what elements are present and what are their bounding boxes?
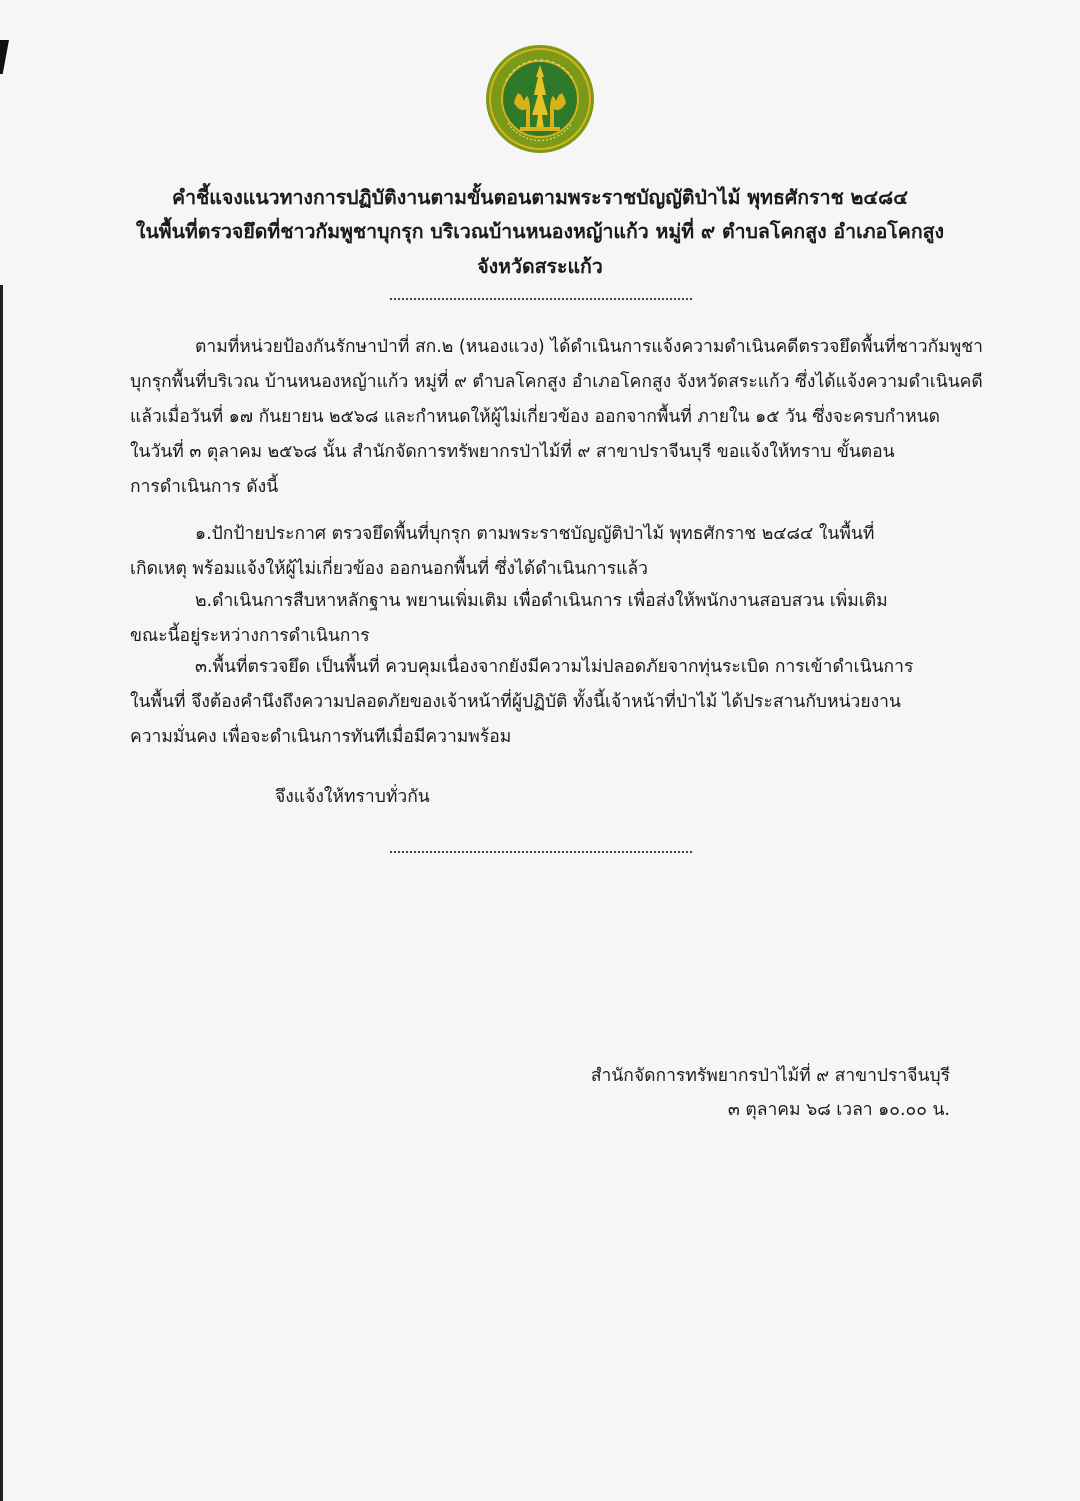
item-line: ในพื้นที่ จึงต้องคำนึงถึงความปลอดภัยของเจ้าหน้าที่ผู้ปฏิบัติ ทั้งนี้เจ้าหน้าที่ป่าไม้ ได้ประสานกับหน่วยงาน [130, 692, 901, 712]
item-line: ๓.พื้นที่ตรวจยึด เป็นพื้นที่ ควบคุมเนื่องจากยังมีความไม่ปลอดภัยจากทุ่นระเบิด การเข้าดำเนินการ [195, 657, 914, 677]
item-line: ขณะนี้อยู่ระหว่างการดำเนินการ [130, 626, 370, 646]
royal-forest-department-seal [484, 43, 596, 155]
intro-line: แล้วเมื่อวันที่ ๑๗ กันยายน ๒๕๖๘ และกำหนดให้ผู้ไม่เกี่ยวข้อง ออกจากพื้นที่ ภายใน ๑๕ วัน ซึ่งจะครบกำหนด [130, 407, 940, 427]
intro-line: บุกรุกพื้นที่บริเวณ บ้านหนองหญ้าแก้ว หมู่ที่ ๙ ตำบลโคกสูง อำเภอโคกสูง จังหวัดสระแก้ว ซึ่งได้แจ้งความดำเนินคดี [130, 372, 983, 392]
item-2 [130, 584, 950, 654]
intro-line: ตามที่หน่วยป้องกันรักษาป่าที่ สก.๒ (หนองแวง) ได้ดำเนินการแจ้งความดำเนินคดีตรวจยึดพื้นที่ชาวกัมพูชา [195, 337, 983, 357]
signature-datetime: ๓ ตุลาคม ๖๘ เวลา ๑๐.๐๐ น. [727, 1100, 950, 1120]
closing-statement: จึงแจ้งให้ทราบทั่วกัน [275, 787, 430, 807]
item-line: ๒.ดำเนินการสืบหาหลักฐาน พยานเพิ่มเติม เพื่อดำเนินการ เพื่อส่งให้พนักงานสอบสวน เพิ่มเติม [195, 591, 888, 611]
intro-paragraph [130, 330, 983, 505]
item-3 [130, 650, 950, 755]
dotted-separator-top [390, 298, 692, 300]
item-line: เกิดเหตุ พร้อมแจ้งให้ผู้ไม่เกี่ยวข้อง ออกนอกพื้นที่ ซึ่งได้ดำเนินการแล้ว [130, 559, 648, 579]
heading-line-3: จังหวัดสระแก้ว [477, 255, 603, 278]
signature-office: สำนักจัดการทรัพยากรป่าไม้ที่ ๙ สาขาปราจีนบุรี [590, 1066, 950, 1086]
intro-line: การดำเนินการ ดังนี้ [130, 477, 279, 497]
item-1 [130, 517, 950, 587]
heading-line-1: คำชี้แจงแนวทางการปฏิบัติงานตามขั้นตอนตามพระราชบัญญัติป่าไม้ พุทธศักราช ๒๔๘๔ [172, 186, 908, 209]
item-line: ๑.ปักป้ายประกาศ ตรวจยึดพื้นที่บุกรุก ตามพระราชบัญญัติป่าไม้ พุทธศักราช ๒๔๘๔ ในพื้นที่ [195, 524, 875, 544]
intro-line: ในวันที่ ๓ ตุลาคม ๒๕๖๘ นั้น สำนักจัดการทรัพยากรป่าไม้ที่ ๙ สาขาปราจีนบุรี ขอแจ้งให้ทราบ ขั้นตอน [130, 442, 895, 462]
heading-line-2: ในพื้นที่ตรวจยึดที่ชาวกัมพูชาบุกรุก บริเวณบ้านหนองหญ้าแก้ว หมู่ที่ ๙ ตำบลโคกสูง อำเภอโคกสูง [135, 220, 945, 243]
item-line: ความมั่นคง เพื่อจะดำเนินการทันทีเมื่อมีความพร้อม [130, 727, 512, 747]
dotted-separator-bottom [390, 851, 692, 853]
